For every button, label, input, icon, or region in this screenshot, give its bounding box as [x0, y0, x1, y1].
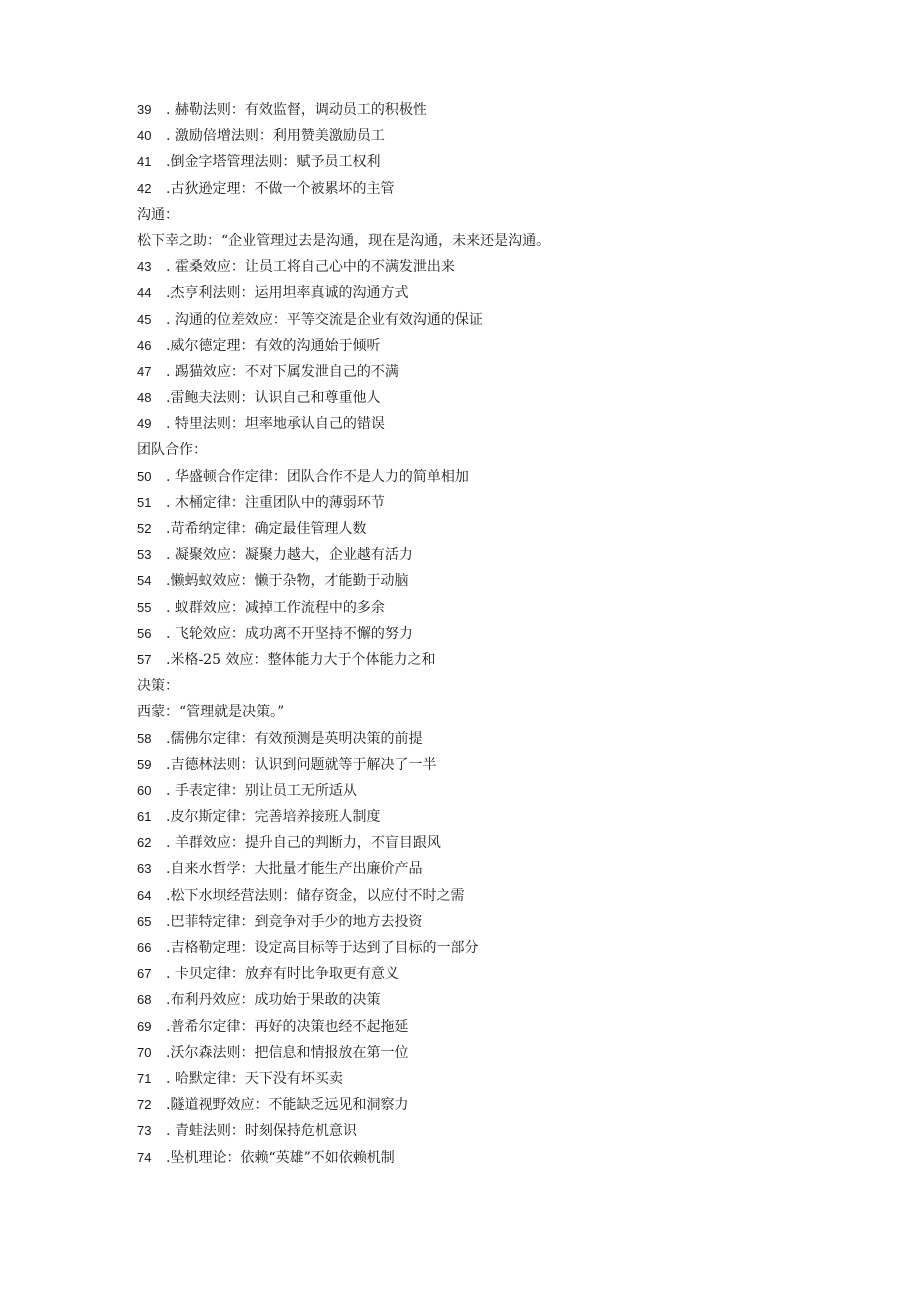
- item-text: .懒蚂蚁效应：懒于杂物，才能勤于动脑: [166, 573, 409, 590]
- item-text: . 特里法则：坦率地承认自己的错误: [166, 416, 385, 433]
- item-number: 72: [137, 1097, 152, 1113]
- item-text: .普希尔定律：再好的决策也经不起拖延: [166, 1018, 409, 1035]
- item-number: 58: [137, 730, 152, 746]
- item-number: 41: [137, 154, 152, 170]
- item-number: 44: [137, 285, 152, 301]
- list-item: [137, 595, 837, 621]
- list-item: [137, 856, 837, 882]
- item-text: . 霍桑效应：让员工将自己心中的不满发泄出来: [166, 259, 455, 276]
- list-item: [137, 778, 837, 804]
- list-item: [137, 909, 837, 935]
- item-number: 65: [137, 913, 152, 929]
- item-number: 61: [137, 809, 152, 825]
- item-number: 64: [137, 887, 152, 903]
- list-item: [137, 726, 837, 752]
- list-item: [137, 804, 837, 830]
- item-number: 55: [137, 599, 152, 615]
- list-item: [137, 307, 837, 333]
- item-number: 51: [137, 494, 152, 510]
- item-text: .杰亨利法则：运用坦率真诚的沟通方式: [166, 285, 409, 302]
- item-text: . 华盛顿合作定律：团队合作不是人力的简单相加: [166, 468, 469, 485]
- item-text: .松下水坝经营法则：储存资金，以应付不时之需: [166, 887, 465, 904]
- list-item: [137, 333, 837, 359]
- item-text: .威尔德定理：有效的沟通始于倾听: [166, 337, 381, 354]
- list-item: [137, 411, 837, 437]
- heading-text: 沟通：: [137, 206, 179, 223]
- item-number: 62: [137, 835, 152, 851]
- item-number: 59: [137, 756, 152, 772]
- item-text: .吉格勒定理：设定高目标等于达到了目标的一部分: [166, 940, 479, 956]
- list-item: [137, 987, 837, 1013]
- item-number: 54: [137, 573, 152, 589]
- section-heading: [137, 673, 837, 699]
- item-number: 70: [137, 1044, 152, 1060]
- item-text: .布利丹效应：成功始于果敢的决策: [166, 992, 381, 1009]
- item-number: 47: [137, 363, 152, 379]
- item-number: 40: [137, 128, 152, 144]
- item-text: .古狄逊定理：不做一个被累坏的主管: [166, 180, 395, 197]
- list-item: [137, 542, 837, 568]
- item-text: .自来水哲学：大批量才能生产出廉价产品: [166, 861, 423, 878]
- item-number: 50: [137, 468, 152, 484]
- list-item: [137, 752, 837, 778]
- item-text: . 羊群效应：提升自己的判断力，不盲目跟风: [166, 835, 441, 852]
- list-item: [137, 123, 837, 149]
- item-text: . 蚁群效应：减掉工作流程中的多余: [166, 599, 385, 616]
- item-number: 52: [137, 521, 152, 536]
- section-heading: [137, 437, 837, 463]
- item-text: .巴菲特定律：到竞争对手少的地方去投资: [166, 913, 423, 930]
- section-heading: [137, 699, 837, 725]
- item-number: 53: [137, 547, 152, 563]
- list-item: [137, 516, 837, 542]
- item-number: 60: [137, 782, 152, 798]
- heading-text: 松下幸之助：“企业管理过去是沟通，现在是沟通，未来还是沟通。: [137, 232, 551, 249]
- list-item: [137, 176, 837, 202]
- item-text: .隧道视野效应：不能缺乏远见和洞察力: [166, 1097, 409, 1114]
- list-item: [137, 97, 837, 123]
- item-number: 56: [137, 625, 152, 641]
- item-text: .皮尔斯定律：完善培养接班人制度: [166, 809, 381, 826]
- list-item: [137, 647, 837, 673]
- item-number: 46: [137, 337, 152, 353]
- list-item: [137, 490, 837, 516]
- item-text: .倒金字塔管理法则：赋予员工权利: [166, 154, 381, 171]
- item-text: . 哈默定律：天下没有坏买卖: [166, 1070, 343, 1087]
- list-item: [137, 883, 837, 909]
- section-heading: [137, 202, 837, 228]
- item-text: . 赫勒法则：有效监督，调动员工的积极性: [166, 102, 427, 118]
- item-number: 42: [137, 180, 152, 196]
- item-text: . 卡贝定律：放弃有时比争取更有意义: [166, 966, 399, 983]
- heading-text: 决策：: [137, 678, 179, 695]
- item-number: 63: [137, 861, 152, 877]
- list-item: [137, 280, 837, 306]
- item-number: 74: [137, 1149, 152, 1165]
- item-text: . 沟通的位差效应：平等交流是企业有效沟通的保证: [166, 311, 483, 328]
- list-item: [137, 568, 837, 594]
- item-text: . 青蛙法则：时刻保持危机意识: [166, 1123, 357, 1140]
- item-text: . 手表定律：别让员工无所适从: [166, 782, 357, 799]
- list-item: [137, 149, 837, 175]
- list-item: [137, 1092, 837, 1118]
- list-item: [137, 464, 837, 490]
- document-body: [137, 97, 837, 1171]
- item-text: . 激励倍增法则：利用赞美激励员工: [166, 128, 385, 145]
- item-text: . 飞轮效应：成功离不开坚持不懈的努力: [166, 625, 413, 642]
- item-number: 71: [137, 1070, 152, 1086]
- list-item: [137, 1145, 837, 1171]
- list-item: [137, 1066, 837, 1092]
- item-text: .坠机理论：依赖“英雄”不如依赖机制: [166, 1149, 395, 1166]
- item-number: 49: [137, 416, 152, 432]
- item-text: .雷鲍夫法则：认识自己和尊重他人: [166, 390, 381, 407]
- item-text: . 凝聚效应：凝聚力越大，企业越有活力: [166, 547, 413, 564]
- item-number: 66: [137, 940, 152, 955]
- item-text: .苛希纳定律：确定最佳管理人数: [166, 521, 367, 537]
- list-item: [137, 621, 837, 647]
- heading-text: 西蒙：“管理就是决策。”: [137, 704, 285, 721]
- list-item: [137, 1040, 837, 1066]
- item-number: 68: [137, 992, 152, 1008]
- item-text: . 踢猫效应：不对下属发泄自己的不满: [166, 363, 399, 380]
- list-item: [137, 385, 837, 411]
- item-number: 57: [137, 651, 152, 667]
- item-number: 45: [137, 311, 152, 327]
- section-heading: [137, 228, 837, 254]
- item-text: .儒佛尔定律：有效预测是英明决策的前提: [166, 730, 423, 747]
- list-item: [137, 830, 837, 856]
- list-item: [137, 1014, 837, 1040]
- item-number: 43: [137, 259, 152, 275]
- item-number: 39: [137, 102, 152, 117]
- item-text: .米格-25 效应：整体能力大于个体能力之和: [166, 651, 436, 668]
- item-text: . 木桶定律：注重团队中的薄弱环节: [166, 494, 385, 511]
- item-text: .吉德林法则：认识到问题就等于解决了一半: [166, 756, 437, 773]
- item-number: 48: [137, 390, 152, 406]
- item-number: 67: [137, 966, 152, 982]
- list-item: [137, 961, 837, 987]
- item-number: 73: [137, 1123, 152, 1139]
- item-number: 69: [137, 1018, 152, 1034]
- heading-text: 团队合作：: [137, 442, 207, 459]
- list-item: [137, 359, 837, 385]
- list-item: [137, 935, 837, 961]
- list-item: [137, 1118, 837, 1144]
- list-item: [137, 254, 837, 280]
- item-text: .沃尔森法则：把信息和情报放在第一位: [166, 1044, 409, 1061]
